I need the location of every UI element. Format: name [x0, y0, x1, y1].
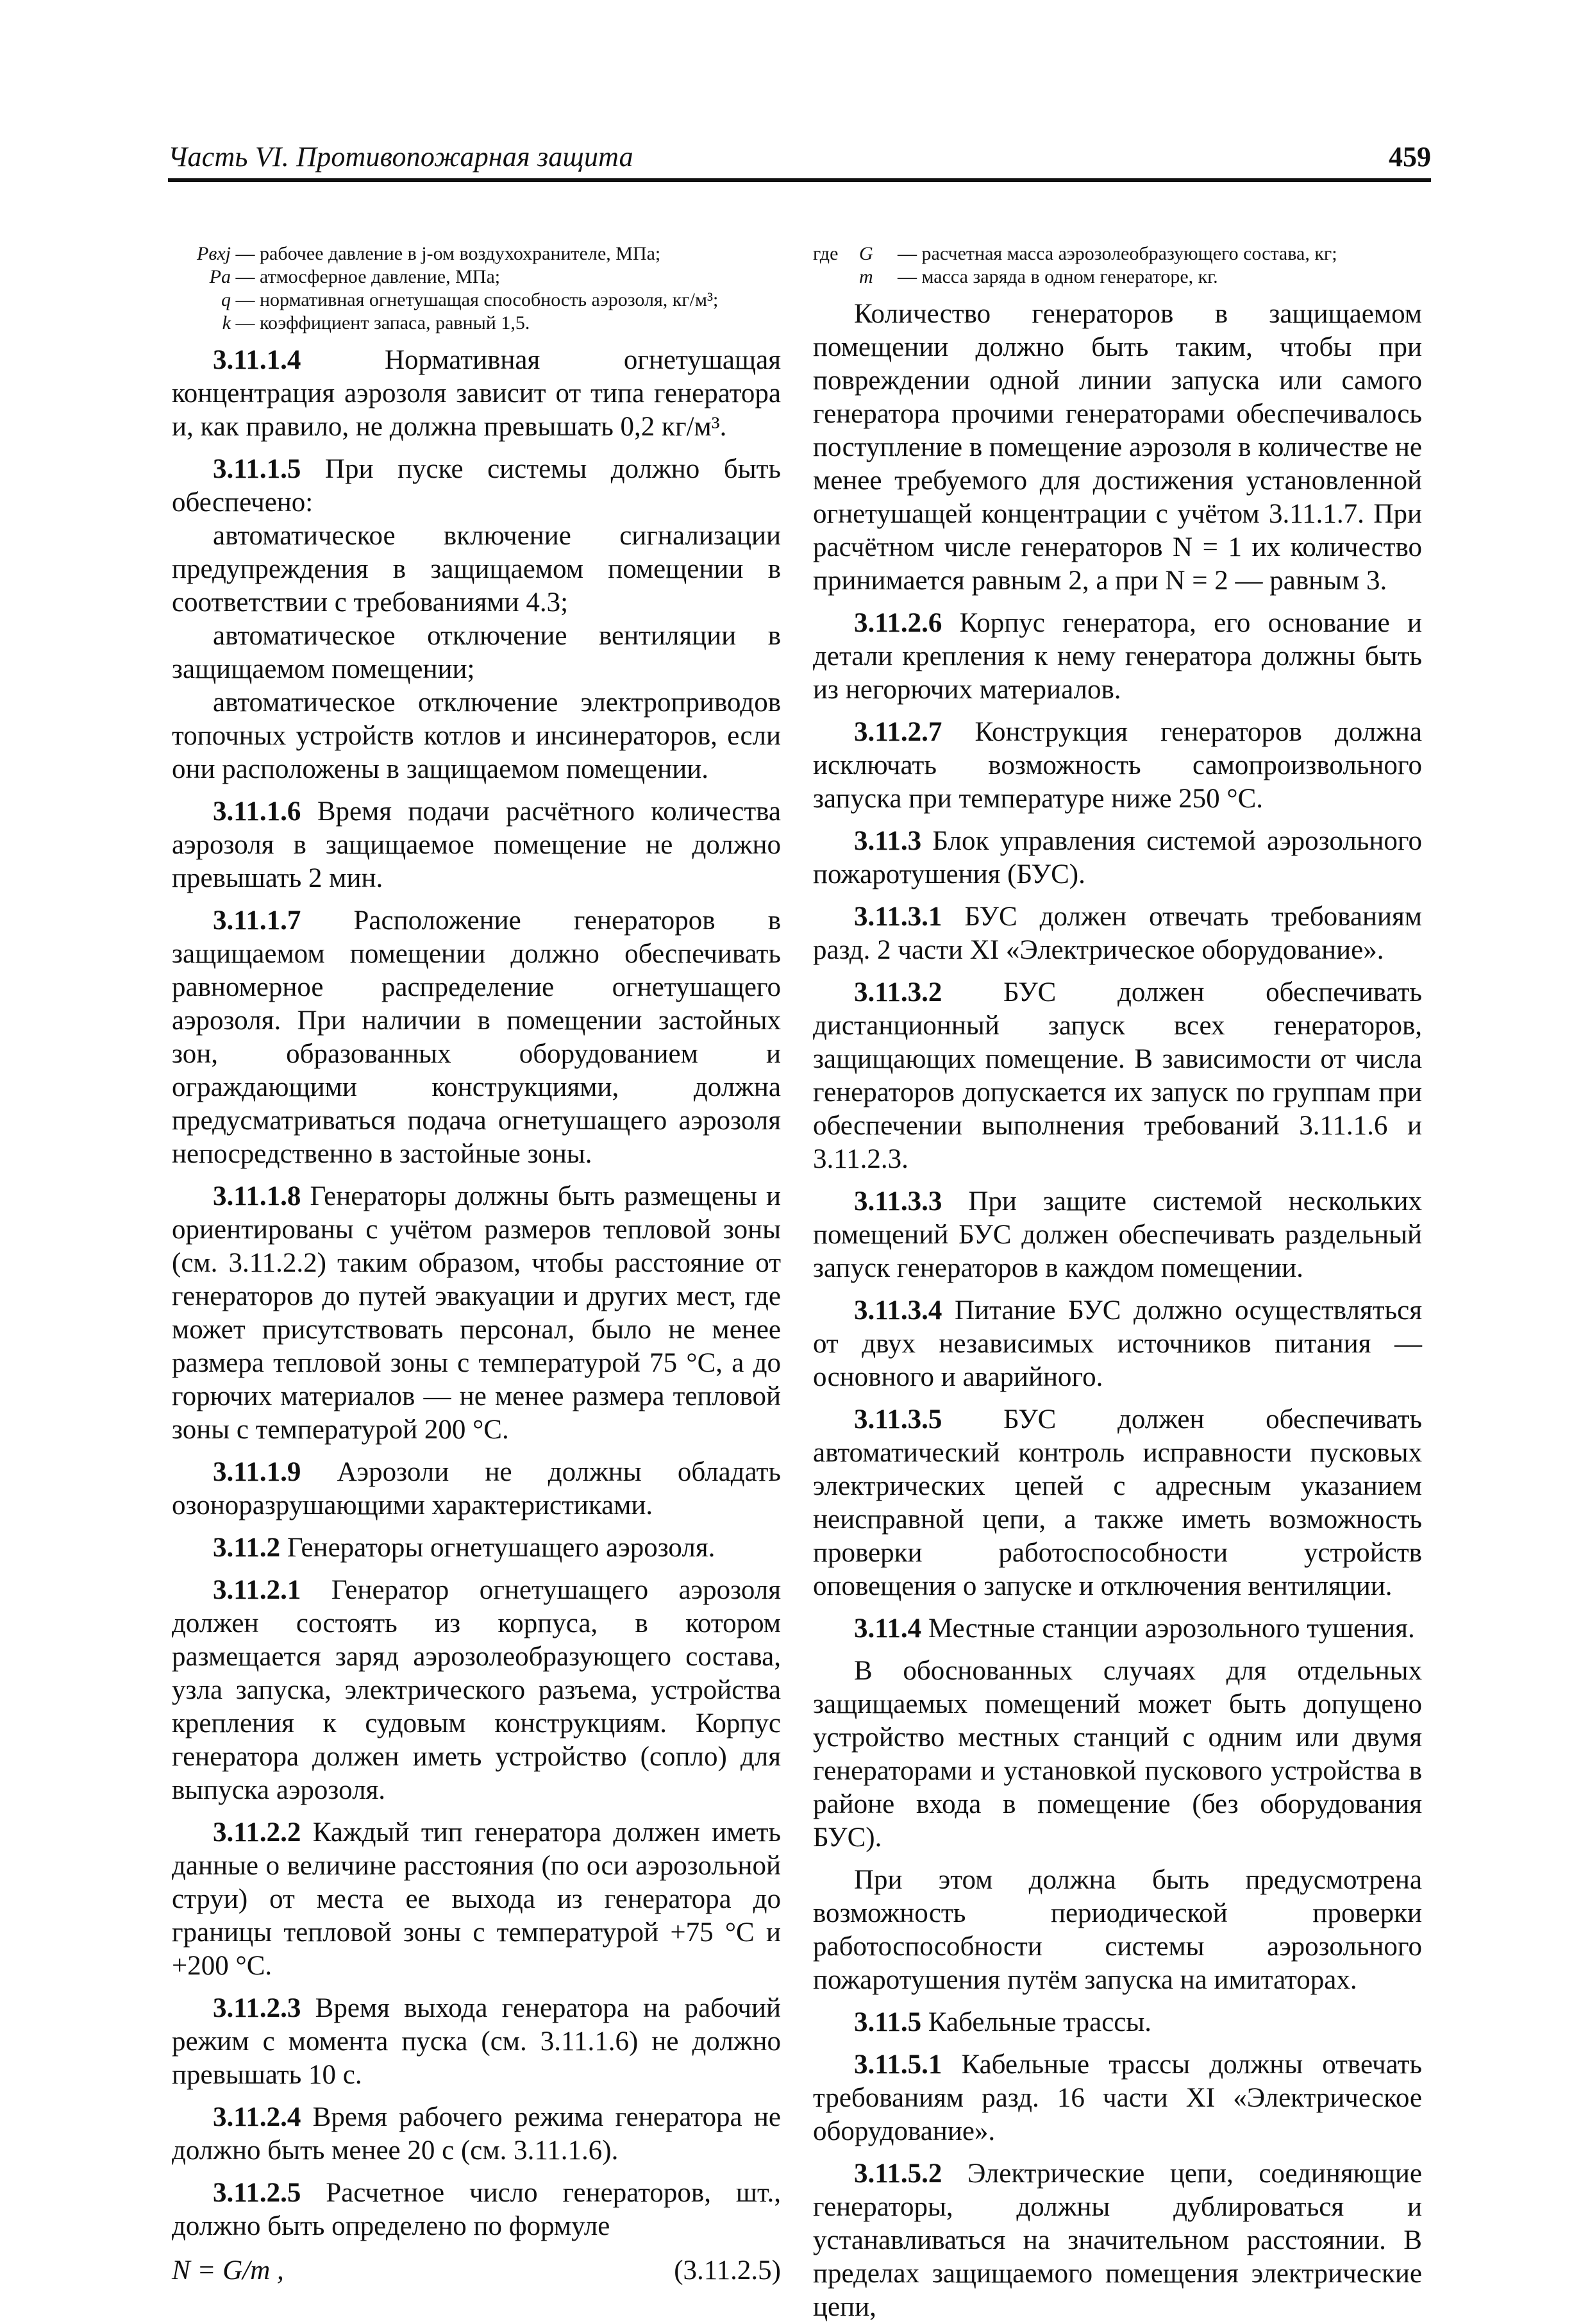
paragraph: [813, 2048, 1422, 2148]
legend-symbol: k: [222, 312, 231, 333]
paragraph-text: Корпус генератора, его основание и детали крепления к нему генератора должны быть из негорючих материалов.: [813, 608, 1422, 705]
paragraph: [813, 1185, 1422, 1285]
paragraph: [813, 607, 1422, 707]
legend-text: — нормативная огнетушащая способность аэрозоля, кг/м³;: [235, 289, 719, 310]
paragraph: [172, 904, 781, 1171]
legend-symbol: Pвхj: [197, 243, 231, 264]
clause-number: 3.11.3.3: [854, 1186, 942, 1217]
section-heading: [813, 1612, 1422, 1646]
clause-number: 3.11.2.3: [213, 1993, 301, 2023]
paragraph: [813, 1294, 1422, 1394]
paragraph: [172, 2101, 781, 2168]
symbol-legend: [172, 242, 781, 335]
legend-symbol: m: [859, 266, 873, 287]
formula-expression: N = G/m ,: [172, 2255, 284, 2286]
legend-symbol: q: [221, 289, 231, 310]
paragraph-text: Электрические цепи, соединяющие генераторы, должны дублироваться и устанавливаться на значительном расстоянии. В пределах защищаемого помещения электрические цепи,: [813, 2159, 1422, 2322]
clause-number: 3.11.2.2: [213, 1817, 301, 1848]
paragraph: [813, 1864, 1422, 1997]
section-heading: [813, 825, 1422, 891]
paragraph: [813, 976, 1422, 1176]
paragraph-text: Каждый тип генератора должен иметь данные о величине расстояния (по оси аэрозольной струи) от места ее выхода из генератора до границы тепловой зоны с температурой +75 °С и +200 °С.: [172, 1817, 781, 1981]
legend-text: — расчетная масса аэрозолеобразующего состава, кг;: [898, 243, 1337, 264]
paragraph-text: Время подачи расчётного количества аэрозоля в защищаемое помещение не должно превышать 2 мин.: [172, 796, 781, 893]
paragraph-text: При пуске системы должно быть обеспечено:: [172, 454, 781, 518]
clause-number: 3.11.3.5: [854, 1404, 942, 1435]
section-heading: [813, 2006, 1422, 2039]
clause-number: 3.11.1.5: [213, 454, 301, 484]
clause-number: 3.11.2: [213, 1533, 281, 1563]
section-heading: [172, 1531, 781, 1565]
paragraph: [172, 453, 781, 519]
legend-text: — атмосферное давление, МПа;: [235, 266, 501, 287]
clause-number: 3.11.2.7: [854, 717, 942, 747]
legend-text: — масса заряда в одном генераторе, кг.: [898, 266, 1218, 287]
clause-number: 3.11.3.4: [854, 1295, 942, 1326]
legend-text: — рабочее давление в j-ом воздухохранителе, МПа;: [235, 243, 661, 264]
clause-number: 3.11.5.2: [854, 2159, 942, 2189]
clause-number: 3.11.5.1: [854, 2050, 942, 2080]
clause-number: 3.11.3.1: [854, 902, 942, 932]
clause-number: 3.11.2.5: [213, 2178, 301, 2208]
paragraph-text: Генераторы огнетушащего аэрозоля.: [280, 1533, 716, 1563]
legend-row: [172, 289, 781, 312]
paragraph: [172, 344, 781, 444]
paragraph-text: Время выхода генератора на рабочий режим с момента пуска (см. 3.11.1.6) не должно превышать 10 с.: [172, 1993, 781, 2090]
legend-row: [172, 312, 781, 335]
formula: [172, 2255, 781, 2293]
running-header: [168, 133, 1431, 182]
paragraph-text: автоматическое отключение вентиляции в защищаемом помещении;: [172, 621, 781, 684]
paragraph-text: В обоснованных случаях для отдельных защищаемых помещений может быть допущено устройство местных станций с одним или двумя генераторами и установкой пускового устройства в районе входа в помещение (без оборудования БУС).: [813, 1656, 1422, 1853]
paragraph-text: автоматическое включение сигнализации предупреждения в защищаемом помещении в соответствии с требованиями 4.3;: [172, 521, 781, 618]
right-column: [813, 242, 1422, 2324]
paragraph: [172, 2177, 781, 2243]
paragraph-text: Генератор огнетушащего аэрозоля должен состоять из корпуса, в котором размещается заряд аэрозолеобразующего состава, узла запуска, электрического разъема, устройства крепления к судовым конструкциям. Корпус генератора должен иметь устройство (сопло) для выпуска аэрозоля.: [172, 1575, 781, 1805]
paragraph-text: При защите системой нескольких помещений БУС должен обеспечивать раздельный запуск генераторов в каждом помещении.: [813, 1186, 1422, 1283]
symbol-legend: [813, 242, 1422, 289]
clause-number: 3.11.1.8: [213, 1181, 301, 1211]
paragraph: [813, 1655, 1422, 1855]
paragraph: [813, 716, 1422, 816]
left-column: [172, 242, 781, 2293]
legend-row: [172, 265, 781, 289]
paragraph-text: Время рабочего режима генератора не должно быть менее 20 с (см. 3.11.1.6).: [172, 2102, 781, 2166]
clause-number: 3.11.2.6: [854, 608, 942, 638]
paragraph-text: Расположение генераторов в защищаемом помещении должно обеспечивать равномерное распределение огнетушащего аэрозоля. При наличии в помещении застойных зон, образованных оборудованием и ограждающими конструкциями, должна предусматриваться подача огнетушащего аэрозоля непосредственно в застойные зоны.: [172, 905, 781, 1169]
clause-number: 3.11.1.4: [213, 345, 301, 375]
paragraph: [813, 1403, 1422, 1603]
paragraph-text: При этом должна быть предусмотрена возможность периодической проверки работоспособности системы аэрозольного пожаротушения путём запуска на имитаторах.: [813, 1865, 1422, 1995]
clause-number: 3.11.3.2: [854, 977, 942, 1007]
paragraph: [813, 2157, 1422, 2324]
paragraph-text: Нормативная огнетушащая концентрация аэрозоля зависит от типа генератора и, как правило, не должна превышать 0,2 кг/м³.: [172, 345, 781, 442]
clause-number: 3.11.3: [854, 826, 922, 856]
legend-text: — коэффициент запаса, равный 1,5.: [235, 312, 530, 333]
paragraph-text: Аэрозоли не должны обладать озоноразрушающими характеристиками.: [172, 1457, 781, 1520]
paragraph-text: БУС должен обеспечивать дистанционный запуск всех генераторов, защищающих помещение. В зависимости от числа генераторов допускается их запуск по группам при обеспечении выполнения требований 3.11.1.6 и 3.11.2.3.: [813, 977, 1422, 1174]
paragraph-text: Количество генераторов в защищаемом помещении должно быть таким, чтобы при повреждении одной линии запуска или самого генератора прочими генераторами обеспечивалось поступление в помещение аэрозоля в количестве не менее требуемого для достижения установленной огнетушащей концентрации с учётом 3.11.1.7. При расчётном числе генераторов N = 1 их количество принимается равным 2, а при N = 2 — равным 3.: [813, 299, 1422, 596]
paragraph-text: БУС должен обеспечивать автоматический контроль исправности пусковых электрических цепей с адресным указанием неисправной цепи, а также иметь возможность проверки работоспособности устройств оповещения о запуске и отключения вентиляции.: [813, 1404, 1422, 1601]
header-title: Часть VI. Противопожарная защита: [168, 141, 633, 173]
legend-prefix: где: [813, 243, 839, 264]
page-number: 459: [1389, 141, 1431, 173]
clause-number: 3.11.2.4: [213, 2102, 301, 2132]
legend-symbol: G: [859, 243, 873, 264]
clause-number: 3.11.1.6: [213, 796, 301, 827]
legend-symbol: Pa: [209, 266, 231, 287]
paragraph-text: БУС должен отвечать требованиям разд. 2 части XI «Электрическое оборудование».: [813, 902, 1422, 965]
paragraph: [172, 1992, 781, 2092]
paragraph: [813, 900, 1422, 967]
paragraph: [813, 298, 1422, 598]
paragraph: [172, 619, 781, 686]
paragraph: [172, 1456, 781, 1522]
paragraph-text: Кабельные трассы должны отвечать требованиям разд. 16 части XI «Электрическое оборудование».: [813, 2050, 1422, 2146]
clause-number: 3.11.2.1: [213, 1575, 301, 1605]
paragraph-text: Блок управления системой аэрозольного пожаротушения (БУС).: [813, 826, 1422, 889]
paragraph-text: Генераторы должны быть размещены и ориентированы с учётом размеров тепловой зоны (см. 3.11.2.2) таким образом, чтобы расстояние от генераторов до путей эвакуации и других мест, где может присутствовать персонал, было не менее размера тепловой зоны с температурой 75 °С, а до горючих материалов — не менее размера тепловой зоны с температурой 200 °С.: [172, 1181, 781, 1445]
paragraph: [172, 519, 781, 619]
clause-number: 3.11.1.9: [213, 1457, 301, 1487]
paragraph-text: Местные станции аэрозольного тушения.: [921, 1613, 1415, 1644]
paragraph: [172, 686, 781, 786]
paragraph: [172, 1180, 781, 1447]
legend-row: [813, 242, 1422, 265]
legend-row: [172, 242, 781, 265]
paragraph-text: автоматическое отключение электроприводов топочных устройств котлов и инсинераторов, если они расположены в защищаемом помещении.: [172, 687, 781, 784]
paragraph-text: Расчетное число генераторов, шт., должно быть определено по формуле: [172, 2178, 781, 2241]
paragraph-text: Кабельные трассы.: [921, 2007, 1152, 2037]
clause-number: 3.11.5: [854, 2007, 922, 2037]
paragraph: [172, 1574, 781, 1807]
formula-number: (3.11.2.5): [674, 2255, 781, 2286]
paragraph-text: Питание БУС должно осуществляться от двух независимых источников питания — основного и аварийного.: [813, 1295, 1422, 1392]
clause-number: 3.11.4: [854, 1613, 922, 1644]
paragraph: [172, 1816, 781, 1983]
legend-row: [813, 265, 1422, 289]
clause-number: 3.11.1.7: [213, 905, 301, 936]
paragraph-text: Конструкция генераторов должна исключать возможность самопроизвольного запуска при температуре ниже 250 °С.: [813, 717, 1422, 814]
paragraph: [172, 795, 781, 895]
